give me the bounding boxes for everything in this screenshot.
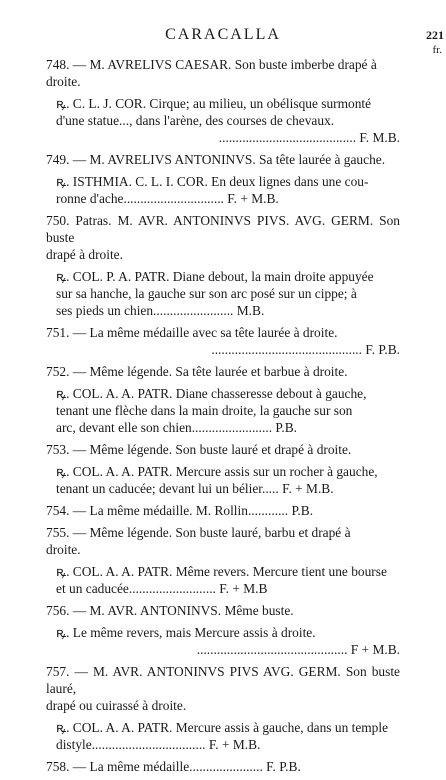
page-number: 221 bbox=[426, 28, 444, 42]
text-line: 752. — Même légende. Sa tête laurée et barbue à droite. bbox=[46, 364, 348, 379]
entry-753 bbox=[46, 441, 400, 458]
text-line: ses pieds un chien........................ M.B. bbox=[56, 303, 265, 318]
reverse-750 bbox=[46, 268, 400, 319]
text-line: ......................................... F. M.B. bbox=[218, 130, 400, 145]
reverse-756 bbox=[46, 624, 400, 658]
text-line: 758. — La même médaille...................... F. P.B. bbox=[46, 759, 301, 774]
entry-756 bbox=[46, 602, 400, 619]
entry-757 bbox=[46, 663, 400, 714]
text-line: ꝶ. Le même revers, mais Mercure assis à droite. bbox=[56, 625, 316, 640]
entry-758 bbox=[46, 758, 400, 775]
text-line: d'une statue..., dans l'arène, des courses de chevaux. bbox=[56, 113, 335, 128]
text-line: ꝶ. COL. A. A. PATR. Mercure assis sur un rocher à gauche, bbox=[56, 464, 378, 479]
text-line: 757. — M. AVR. ANTONINVS PIVS AVG. GERM. Son buste lauré, bbox=[46, 664, 400, 696]
text-line: drapé à droite. bbox=[46, 247, 123, 262]
text-line: 750. Patras. M. AVR. ANTONINVS PIVS. AVG. GERM. Son buste bbox=[46, 213, 400, 245]
text-line: drapé ou cuirassé à droite. bbox=[46, 698, 187, 713]
entry-754 bbox=[46, 502, 400, 519]
text-line: tenant un caducée; devant lui un bélier..... F. + M.B. bbox=[56, 481, 334, 496]
entry-751 bbox=[46, 324, 400, 358]
reverse-752 bbox=[46, 385, 400, 436]
entry-749 bbox=[46, 151, 400, 168]
text-line: ꝶ. COL. A. A. PATR. Mercure assis à gauche, dans un temple bbox=[56, 720, 389, 735]
page-title: CARACALLA bbox=[165, 26, 281, 43]
text-line: ꝶ. COL. A. A. PATR. Même revers. Mercure tient une bourse bbox=[56, 564, 387, 579]
entry-750 bbox=[46, 212, 400, 263]
reverse-757 bbox=[46, 719, 400, 753]
text-line: arc, devant elle son chien........................ P.B. bbox=[56, 420, 297, 435]
reverse-753 bbox=[46, 463, 400, 497]
text-line: 751. — La même médaille avec sa tête laurée à droite. bbox=[46, 325, 338, 340]
text-line: droite. bbox=[46, 74, 81, 89]
text-line: ronne d'ache.............................. F. + M.B. bbox=[56, 191, 279, 206]
text-line: ꝶ. ISTHMIA. C. L. I. COR. En deux lignes dans une cou- bbox=[56, 174, 369, 189]
text-line: ............................................. F. P.B. bbox=[211, 342, 400, 357]
text-line: 749. — M. AVRELIVS ANTONINVS. Sa tête laurée à gauche. bbox=[46, 152, 386, 167]
text-line: 756. — M. AVR. ANTONINVS. Même buste. bbox=[46, 603, 294, 618]
catalogue-text bbox=[46, 56, 400, 780]
text-line: 753. — Même légende. Son buste lauré et drapé à droite. bbox=[46, 442, 352, 457]
text-line: 755. — Même légende. Son buste lauré, barbu et drapé à bbox=[46, 525, 351, 540]
entry-752 bbox=[46, 363, 400, 380]
text-line: droite. bbox=[46, 542, 81, 557]
reverse-748 bbox=[46, 95, 400, 146]
reverse-749 bbox=[46, 173, 400, 207]
text-line: sur sa hanche, la gauche sur son arc posé sur un cippe; à bbox=[56, 286, 357, 301]
entry-748 bbox=[46, 56, 400, 90]
text-line: 748. — M. AVRELIVS CAESAR. Son buste imberbe drapé à bbox=[46, 57, 377, 72]
entry-755 bbox=[46, 524, 400, 558]
text-line: ꝶ. COL. P. A. PATR. Diane debout, la main droite appuyée bbox=[56, 269, 374, 284]
text-line: distyle.................................. F. + M.B. bbox=[56, 737, 261, 752]
text-line: 754. — La même médaille. M. Rollin............ P.B. bbox=[46, 503, 314, 518]
text-line: tenant une flèche dans la main droite, la gauche sur son bbox=[56, 403, 353, 418]
text-line: ꝶ. C. L. J. COR. Cirque; au milieu, un obélisque surmonté bbox=[56, 96, 372, 111]
text-line: ............................................. F + M.B. bbox=[196, 642, 400, 657]
text-line: et un caducée.......................... F. + M.B bbox=[56, 581, 268, 596]
margin-note: fr. bbox=[432, 44, 442, 56]
text-line: ꝶ. COL. A. A. PATR. Diane chasseresse debout à gauche, bbox=[56, 386, 367, 401]
reverse-755 bbox=[46, 563, 400, 597]
